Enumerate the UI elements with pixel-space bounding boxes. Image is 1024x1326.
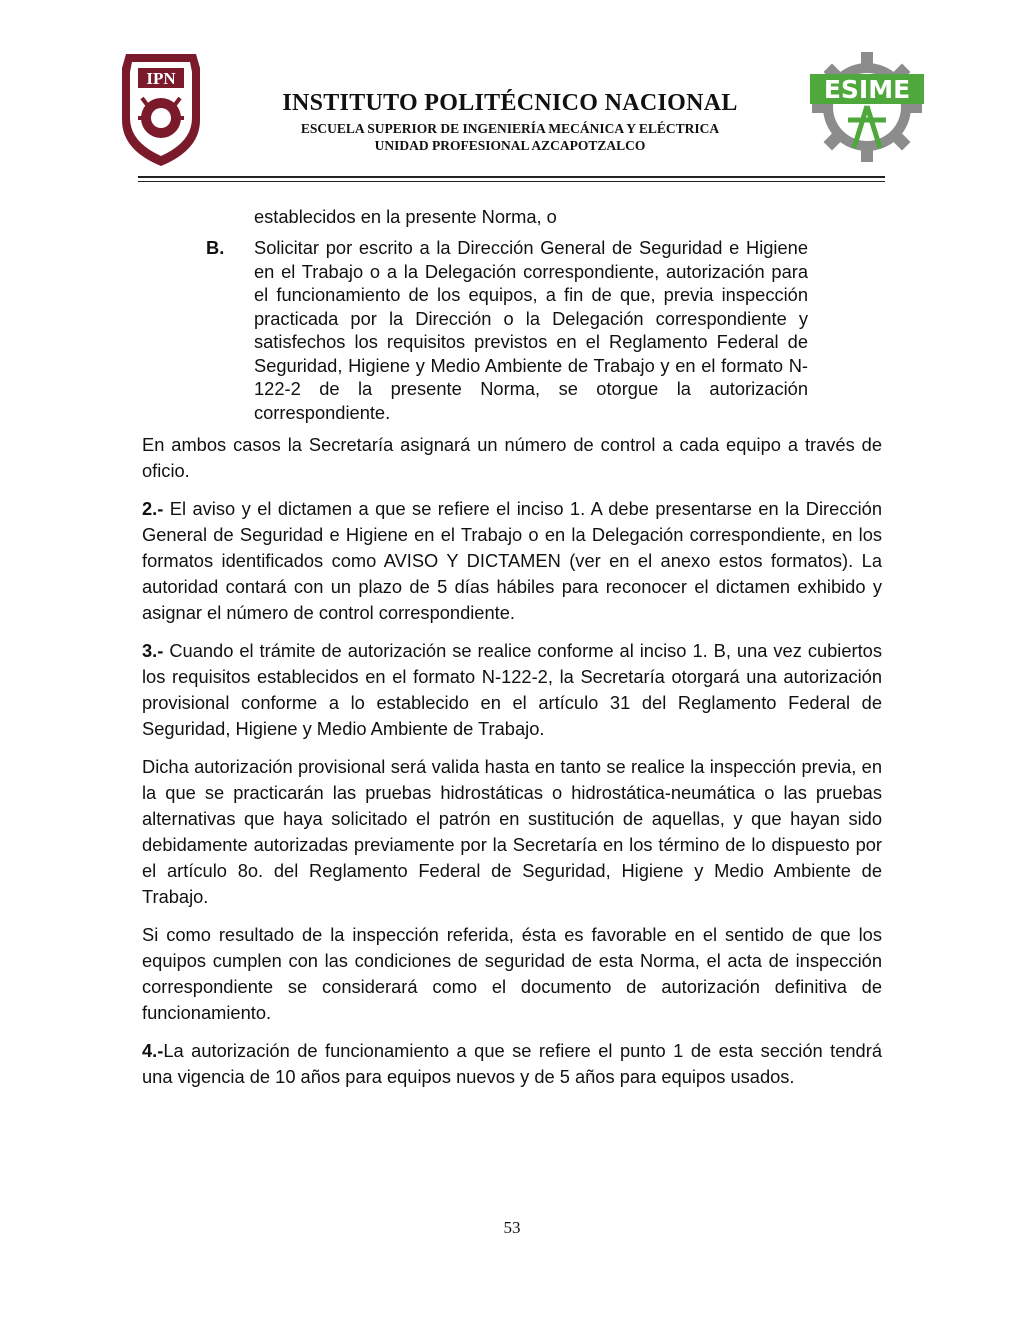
paragraph-dicha: Dicha autorización provisional será valida hasta en tanto se realice la inspección previa, en la que se practicarán las pruebas hidrostáticas o hidrostática-neumática o las pruebas alternativas que haya solicitado el patrón en sustitución de aquellas, y que hayan sido debidamente autorizadas previamente por la Secretaría en los término de lo dispuesto por el artículo 8o. del Reglamento Federal de Seguridad, Higiene y Medio Ambiente de Trabajo. xyxy=(142,756,882,907)
paragraph-2-number: 2.- xyxy=(142,498,164,519)
continuation-line: establecidos en la presente Norma, o xyxy=(254,206,557,227)
item-b-label: B. xyxy=(206,237,225,258)
paragraph-3-text: Cuando el trámite de autorización se realice conforme al inciso 1. B, una vez cubiertos los requisitos establecidos en el formato N-122-2, la Secretaría otorgará una autorización provisional conforme a lo establecido en el artículo 31 del Reglamento Federal de Seguridad, Higiene y Medio Ambiente de Trabajo. xyxy=(142,640,882,739)
list-item-b xyxy=(206,236,808,424)
paragraph-2 xyxy=(142,496,882,626)
paragraph-2-text: El aviso y el dictamen a que se refiere el inciso 1. A debe presentarse en la Dirección General de Seguridad e Higiene en el Trabajo o en la Delegación correspondiente, en los formatos identificados como AVISO Y DICTAMEN (ver en el anexo estos formatos). La autoridad contará con un plazo de 5 días hábiles para reconocer el dictamen exhibido y asignar el número de control correspondiente. xyxy=(142,498,882,623)
paragraph-ambos: En ambos casos la Secretaría asignará un número de control a cada equipo a través de oficio. xyxy=(142,434,882,481)
unit-subtitle: UNIDAD PROFESIONAL AZCAPOTZALCO xyxy=(374,138,646,153)
item-b-text: Solicitar por escrito a la Dirección General de Seguridad e Higiene en el Trabajo o a la Delegación correspondiente, autorización para el funcionamiento de los equipos, a fin de que, previa inspección practicada por la Dirección o la Delegación correspondiente y satisfechos los requisitos previstos en el Reglamento Federal de Seguridad, Higiene y Medio Ambiente de Trabajo y en el formato N-122-2 de la presente Norma, se otorgue la autorización correspondiente. xyxy=(254,237,808,423)
ipn-logo xyxy=(118,50,204,170)
header-rule-thick xyxy=(138,176,885,178)
paragraph-3-number: 3.- xyxy=(142,640,164,661)
paragraph-3 xyxy=(142,638,882,742)
paragraph-4 xyxy=(142,1038,882,1090)
esime-logo-text: ESIME xyxy=(823,75,911,104)
paragraph-4-number: 4.- xyxy=(142,1040,164,1061)
header xyxy=(240,88,780,154)
esime-logo xyxy=(808,48,926,166)
header-rule-thin xyxy=(138,181,885,182)
institution-title: INSTITUTO POLITÉCNICO NACIONAL xyxy=(282,90,738,116)
body-content xyxy=(142,204,882,1102)
page-number: 53 xyxy=(503,1218,521,1237)
paragraph-4-text: La autorización de funcionamiento a que se refiere el punto 1 de esta sección tendrá una vigencia de 10 años para equipos nuevos y de 5 años para equipos usados. xyxy=(142,1040,882,1087)
school-subtitle: ESCUELA SUPERIOR DE INGENIERÍA MECÁNICA Y ELÉCTRICA xyxy=(300,121,720,136)
ipn-logo-text: IPN xyxy=(146,69,176,88)
paragraph-si: Si como resultado de la inspección referida, ésta es favorable en el sentido de que los equipos cumplen con las condiciones de seguridad de esta Norma, el acta de inspección correspondiente se considerará como el documento de autorización definitiva de funcionamiento. xyxy=(142,924,882,1023)
